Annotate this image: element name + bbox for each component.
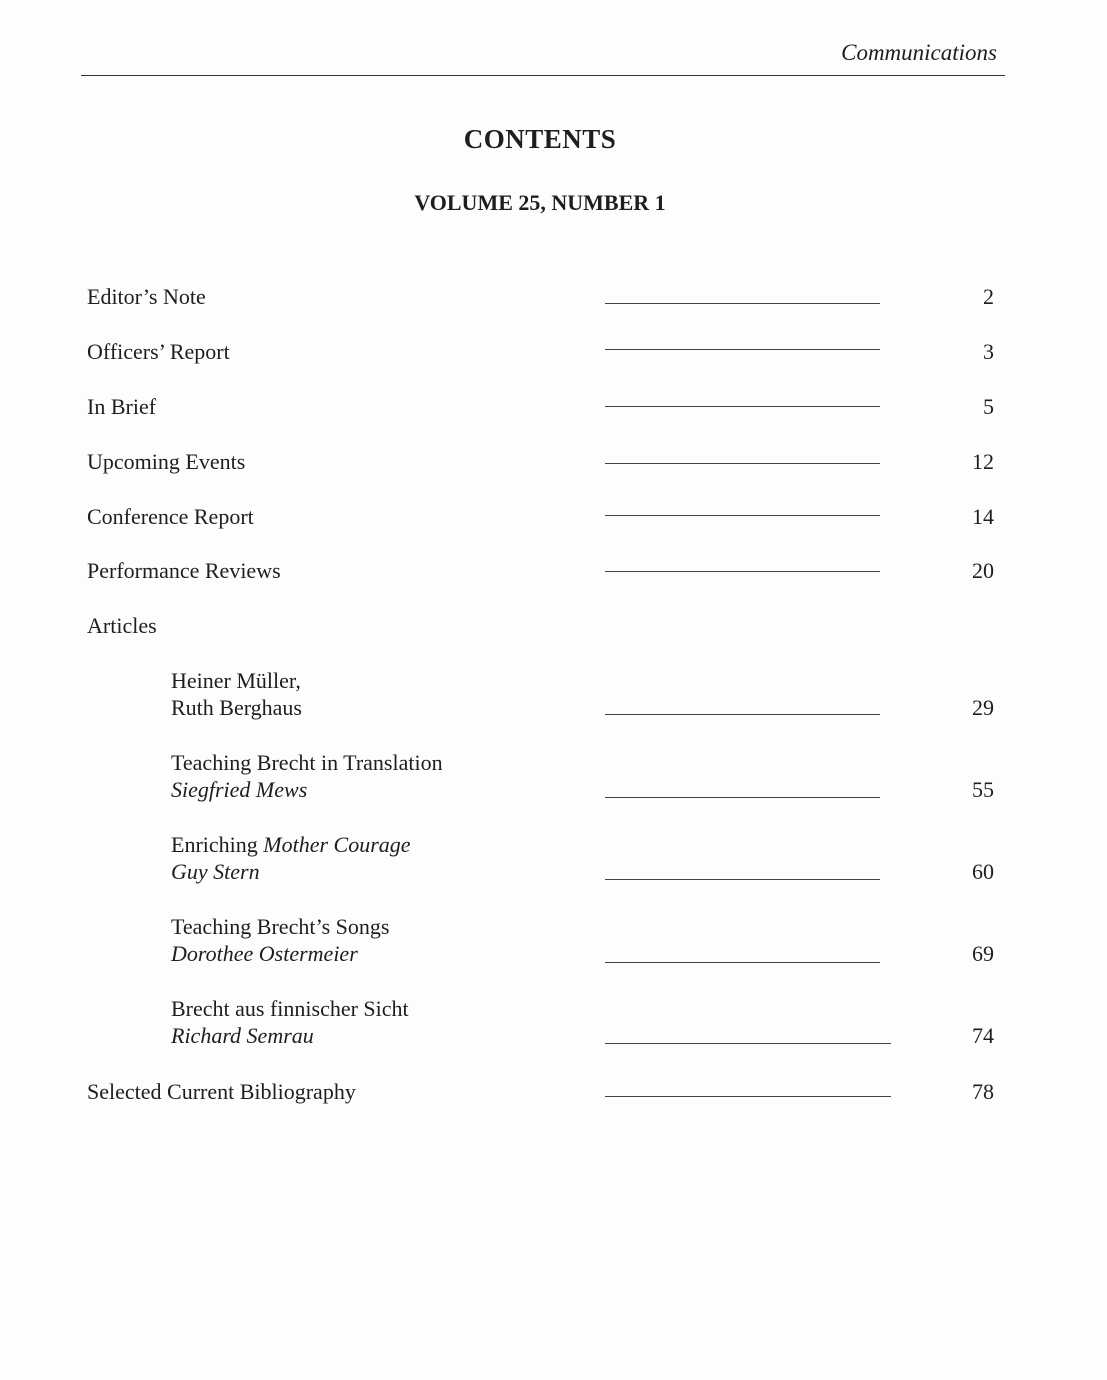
toc-page-number: 20 <box>972 558 994 583</box>
toc-leader-line <box>605 1043 891 1044</box>
toc-leader-line <box>605 515 880 516</box>
toc-page-number: 69 <box>972 941 994 966</box>
toc-page-number: 60 <box>972 859 994 884</box>
header-rule <box>81 75 1005 76</box>
toc-entry-label: Editor’s Note <box>87 284 206 309</box>
page-title: CONTENTS <box>463 124 617 154</box>
toc-page-number: 74 <box>972 1023 994 1048</box>
article-title-italic: Mother Courage <box>263 832 411 857</box>
article-title: Heiner Müller, <box>171 668 301 693</box>
toc-leader-line <box>605 962 880 963</box>
toc-page-number: 5 <box>983 394 994 419</box>
toc-page-number: 2 <box>983 284 994 309</box>
article-author: Siegfried Mews <box>171 777 308 802</box>
article-author: Ruth Berghaus <box>171 695 302 720</box>
article-title <box>171 831 411 859</box>
toc-entry-label: Upcoming Events <box>87 449 246 474</box>
article-title: Teaching Brecht in Translation <box>171 750 443 775</box>
article-title: Brecht aus finnischer Sicht <box>171 996 409 1021</box>
toc-page-number: 29 <box>972 695 994 720</box>
toc-entry-label: Performance Reviews <box>87 558 281 583</box>
article-author: Richard Semrau <box>171 1023 314 1048</box>
running-head: Communications <box>841 40 997 65</box>
article-author: Dorothee Ostermeier <box>171 941 358 966</box>
article-author: Guy Stern <box>171 859 260 884</box>
article-title-prefix: Enriching <box>171 832 258 857</box>
toc-page-number: 55 <box>972 777 994 802</box>
toc-leader-line <box>605 1096 891 1097</box>
volume-number: VOLUME 25, NUMBER 1 <box>414 190 666 215</box>
toc-entry-label: In Brief <box>87 394 157 419</box>
toc-section-heading: Articles <box>87 613 157 638</box>
toc-leader-line <box>605 463 880 464</box>
toc-leader-line <box>605 349 880 350</box>
toc-entry-label: Conference Report <box>87 504 254 529</box>
toc-leader-line <box>605 571 880 572</box>
toc-leader-line <box>605 797 880 798</box>
toc-page-number: 12 <box>972 449 994 474</box>
toc-page-number: 3 <box>983 339 994 364</box>
toc-leader-line <box>605 879 880 880</box>
toc-leader-line <box>605 714 880 715</box>
toc-leader-line <box>605 406 880 407</box>
article-title: Teaching Brecht’s Songs <box>171 914 390 939</box>
toc-entry-label: Selected Current Bibliography <box>87 1079 356 1104</box>
toc-leader-line <box>605 303 880 304</box>
toc-page-number: 78 <box>972 1079 994 1104</box>
toc-page-number: 14 <box>972 504 994 529</box>
toc-entry-label: Officers’ Report <box>87 339 230 364</box>
